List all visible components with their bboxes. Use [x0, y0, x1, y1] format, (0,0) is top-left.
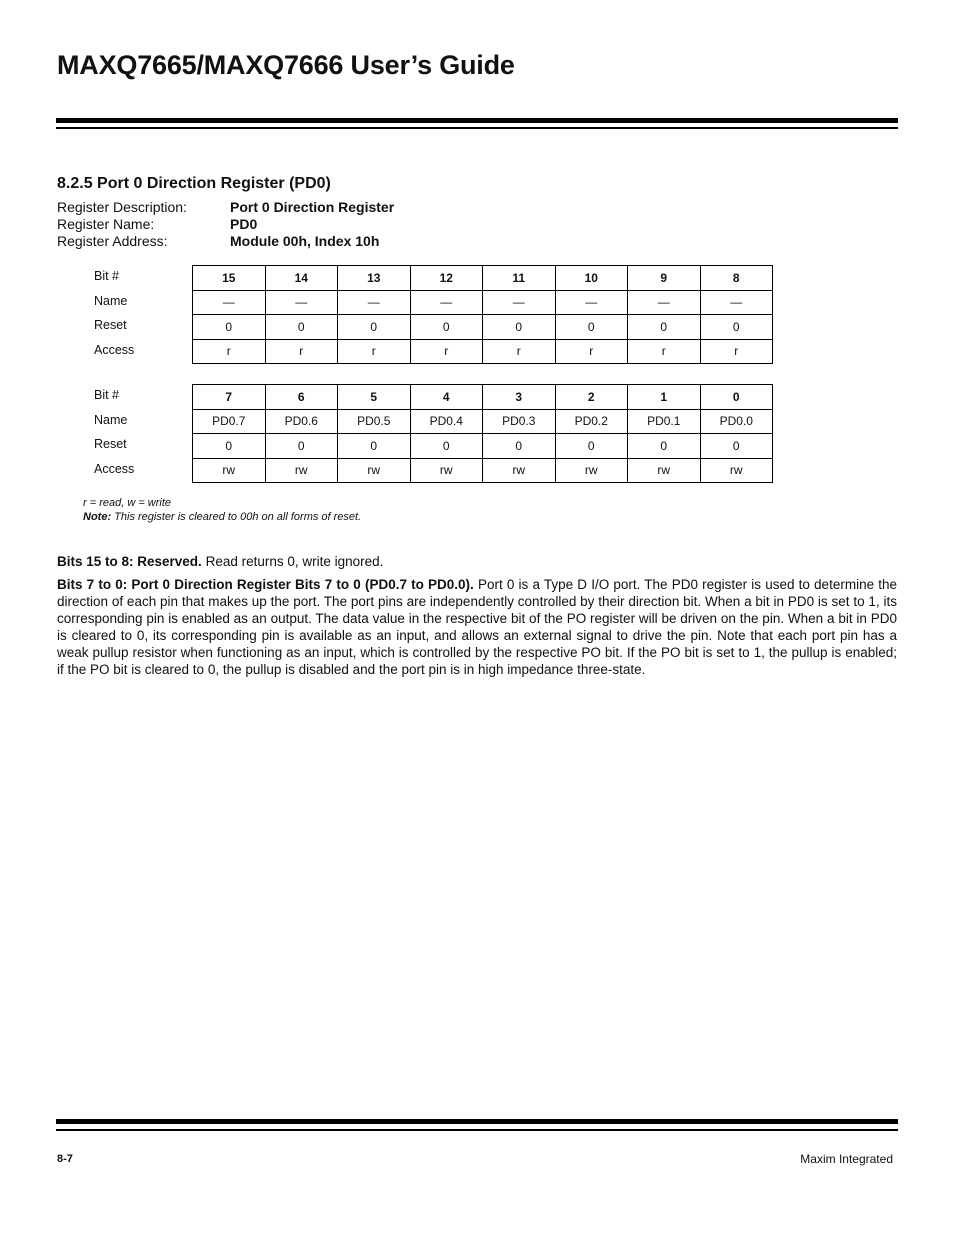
row-label-bit: Bit # [94, 388, 120, 402]
bit-cell: 10 [555, 266, 628, 291]
row-label-reset: Reset [94, 437, 127, 451]
access-cell: r [193, 339, 266, 364]
name-cell: PD0.7 [193, 409, 266, 434]
bits-7-0-title: Bits 7 to 0: Port 0 Direction Register Bits 7 to 0 (PD0.7 to PD0.0). [57, 577, 474, 592]
header-rule-thin [56, 127, 898, 129]
document-title: MAXQ7665/MAXQ7666 User’s Guide [57, 50, 515, 80]
note-text: This register is cleared to 00h on all forms of reset. [111, 511, 362, 523]
reset-cell: 0 [265, 315, 338, 340]
access-cell: rw [265, 458, 338, 483]
access-cell: rw [410, 458, 483, 483]
name-cell: — [193, 290, 266, 315]
reset-cell: 0 [410, 315, 483, 340]
name-cell: — [628, 290, 701, 315]
bit-number-row [193, 385, 773, 410]
reset-cell: 0 [193, 315, 266, 340]
name-cell: — [410, 290, 483, 315]
reset-cell: 0 [628, 434, 701, 459]
access-cell: rw [700, 458, 773, 483]
bit-cell: 12 [410, 266, 483, 291]
reset-cell: 0 [700, 434, 773, 459]
bit-table [192, 384, 773, 483]
bit-cell: 0 [700, 385, 773, 410]
bit-cell: 7 [193, 385, 266, 410]
access-cell: r [483, 339, 556, 364]
note-label: Note: [83, 511, 112, 523]
bits-15-8-title: Bits 15 to 8: Reserved. [57, 554, 202, 569]
name-cell: PD0.2 [555, 409, 628, 434]
name-cell: — [483, 290, 556, 315]
meta-value: PD0 [230, 216, 258, 232]
bit-cell: 1 [628, 385, 701, 410]
reset-cell: 0 [265, 434, 338, 459]
bit-cell: 9 [628, 266, 701, 291]
access-cell: r [700, 339, 773, 364]
bit-cell: 5 [338, 385, 411, 410]
access-cell: r [410, 339, 483, 364]
bit-cell: 15 [193, 266, 266, 291]
bit-name-row [193, 409, 773, 434]
bit-cell: 8 [700, 266, 773, 291]
bit-cell: 6 [265, 385, 338, 410]
row-label-reset: Reset [94, 318, 127, 332]
bit-name-row [193, 290, 773, 315]
access-cell: r [555, 339, 628, 364]
bit-access-row [193, 458, 773, 483]
reset-cell: 0 [628, 315, 701, 340]
section-heading: 8.2.5 Port 0 Direction Register (PD0) [57, 175, 331, 192]
access-cell: r [628, 339, 701, 364]
company-name: Maxim Integrated [800, 1152, 893, 1166]
reset-cell: 0 [193, 434, 266, 459]
reset-cell: 0 [700, 315, 773, 340]
reset-cell: 0 [483, 434, 556, 459]
meta-label: Register Description: [57, 199, 187, 215]
reset-cell: 0 [483, 315, 556, 340]
meta-value: Port 0 Direction Register [230, 199, 395, 215]
reset-note [83, 510, 361, 524]
meta-label: Register Name: [57, 216, 155, 232]
reset-cell: 0 [555, 434, 628, 459]
header-rule-thick [56, 118, 898, 123]
access-key: r = read, w = write [83, 497, 172, 509]
row-labels [94, 384, 184, 482]
table-legend [83, 496, 361, 524]
bit-cell: 2 [555, 385, 628, 410]
name-cell: PD0.1 [628, 409, 701, 434]
page-number: 8-7 [57, 1153, 73, 1165]
access-cell: rw [628, 458, 701, 483]
name-cell: PD0.3 [483, 409, 556, 434]
access-cell: rw [483, 458, 556, 483]
meta-label: Register Address: [57, 233, 168, 249]
row-label-name: Name [94, 412, 128, 427]
row-label-access: Access [94, 342, 135, 357]
bit-reset-row [193, 315, 773, 340]
row-label-bit: Bit # [94, 269, 120, 283]
access-cell: r [338, 339, 411, 364]
reset-cell: 0 [555, 315, 628, 340]
footer-rule-thick [56, 1119, 898, 1124]
name-cell: PD0.0 [700, 409, 773, 434]
reset-cell: 0 [338, 434, 411, 459]
row-labels [94, 265, 184, 363]
access-cell: r [265, 339, 338, 364]
bits-15-8-text: Read returns 0, write ignored. [201, 554, 384, 569]
name-cell: — [700, 290, 773, 315]
bits-7-0-text: Port 0 is a Type D I/O port. The PD0 register is used to determine the direction of each pin that makes up the port. The port pins are independently controlled by their direction bit. When a bit in PD0 is set to 1, its corresponding pin is enabled as an output. The data value in the respective bit of the PO register will be driven on the pin. When a bit in PD0 is cleared to 0, its corresponding pin is available as an input, and allows an external signal to drive the pin. Note that each port pin has a weak pullup resistor when functioning as an input, which is controlled by the respective PO bit. If the PO bit is set to 1, the pullup is enabled; if the PO bit is cleared to 0, the pullup is disabled and the port pin is in high impedance three-state. [57, 577, 898, 677]
name-cell: PD0.6 [265, 409, 338, 434]
name-cell: PD0.4 [410, 409, 483, 434]
name-cell: — [555, 290, 628, 315]
name-cell: — [338, 290, 411, 315]
access-cell: rw [193, 458, 266, 483]
footer-rule-thin [56, 1129, 898, 1131]
reset-cell: 0 [410, 434, 483, 459]
bit-cell: 13 [338, 266, 411, 291]
meta-value: Module 00h, Index 10h [230, 233, 380, 249]
access-cell: rw [338, 458, 411, 483]
bit-access-row [193, 339, 773, 364]
bits-15-8-description [57, 553, 897, 570]
bit-reset-row [193, 434, 773, 459]
row-label-access: Access [94, 461, 135, 476]
bit-cell: 4 [410, 385, 483, 410]
bit-table [192, 265, 773, 364]
bits-7-0-description [57, 576, 897, 678]
bit-cell: 3 [483, 385, 556, 410]
reset-cell: 0 [338, 315, 411, 340]
name-cell: PD0.5 [338, 409, 411, 434]
name-cell: — [265, 290, 338, 315]
bit-cell: 14 [265, 266, 338, 291]
access-cell: rw [555, 458, 628, 483]
row-label-name: Name [94, 293, 128, 308]
bit-cell: 11 [483, 266, 556, 291]
bit-number-row [193, 266, 773, 291]
